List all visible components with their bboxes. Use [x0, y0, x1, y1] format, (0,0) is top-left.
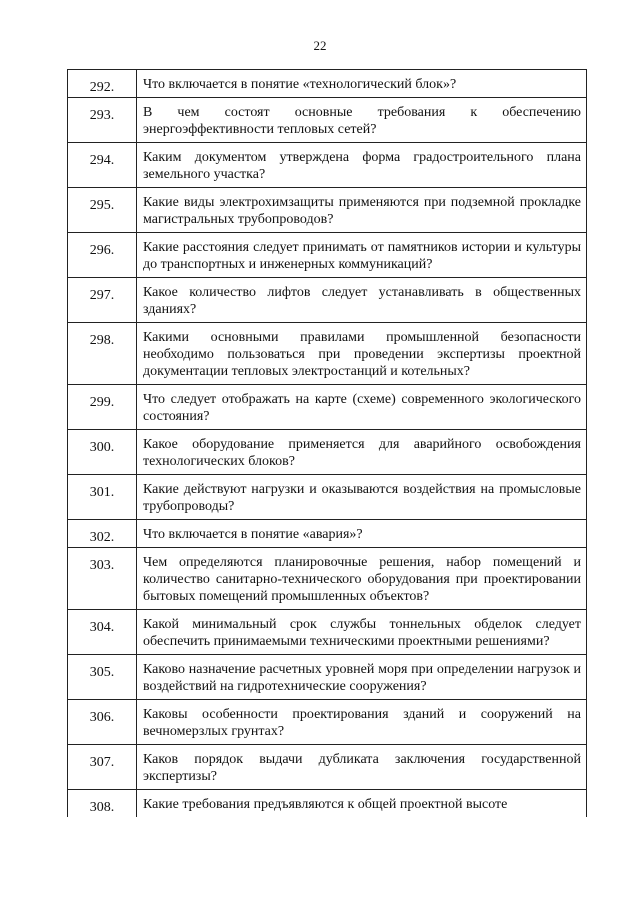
- question-text: Какие виды электрохимзащиты применяются при подземной прокладке магистральных трубопроводов?: [137, 188, 587, 233]
- question-number: 308.: [68, 790, 137, 818]
- question-number: 296.: [68, 233, 137, 278]
- question-number: 302.: [68, 520, 137, 548]
- question-row: [68, 188, 587, 233]
- question-text: Какие требования предъявляются к общей проектной высоте: [137, 790, 587, 818]
- question-text: В чем состоят основные требования к обеспечению энергоэффективности тепловых сетей?: [137, 98, 587, 143]
- question-text: Какими основными правилами промышленной безопасности необходимо пользоваться при проведении экспертизы проектной документации тепловых электростанций и котельных?: [137, 323, 587, 385]
- question-number: 303.: [68, 548, 137, 610]
- question-row: [68, 385, 587, 430]
- question-row: [68, 790, 587, 818]
- question-row: [68, 610, 587, 655]
- question-row: [68, 70, 587, 98]
- question-number: 297.: [68, 278, 137, 323]
- question-number: 293.: [68, 98, 137, 143]
- question-row: [68, 655, 587, 700]
- question-row: [68, 475, 587, 520]
- question-number: 305.: [68, 655, 137, 700]
- question-text: Каково назначение расчетных уровней моря при определении нагрузок и воздействий на гидротехнические сооружения?: [137, 655, 587, 700]
- question-number: 301.: [68, 475, 137, 520]
- question-number: 292.: [68, 70, 137, 98]
- question-number: 307.: [68, 745, 137, 790]
- question-row: [68, 520, 587, 548]
- question-row: [68, 98, 587, 143]
- question-row: [68, 430, 587, 475]
- question-row: [68, 278, 587, 323]
- question-text: Каков порядок выдачи дубликата заключения государственной экспертизы?: [137, 745, 587, 790]
- questions-table: [67, 69, 587, 817]
- question-text: Какой минимальный срок службы тоннельных обделок следует обеспечить принимаемыми техническими проектными решениями?: [137, 610, 587, 655]
- question-row: [68, 233, 587, 278]
- question-text: Что включается в понятие «технологический блок»?: [137, 70, 587, 98]
- question-text: Каковы особенности проектирования зданий и сооружений на вечномерзлых грунтах?: [137, 700, 587, 745]
- question-row: [68, 548, 587, 610]
- question-text: Какие расстояния следует принимать от памятников истории и культуры до транспортных и инженерных коммуникаций?: [137, 233, 587, 278]
- question-text: Каким документом утверждена форма градостроительного плана земельного участка?: [137, 143, 587, 188]
- question-number: 295.: [68, 188, 137, 233]
- question-number: 294.: [68, 143, 137, 188]
- question-number: 304.: [68, 610, 137, 655]
- question-text: Чем определяются планировочные решения, набор помещений и количество санитарно-технического оборудования при проектировании бытовых помещений промышленных объектов?: [137, 548, 587, 610]
- question-row: [68, 323, 587, 385]
- question-number: 299.: [68, 385, 137, 430]
- question-text: Что следует отображать на карте (схеме) современного экологического состояния?: [137, 385, 587, 430]
- questions-table-body: [68, 70, 587, 818]
- question-row: [68, 143, 587, 188]
- question-text: Какое оборудование применяется для аварийного освобождения технологических блоков?: [137, 430, 587, 475]
- question-row: [68, 700, 587, 745]
- question-text: Что включается в понятие «авария»?: [137, 520, 587, 548]
- page-number: 22: [313, 38, 327, 53]
- question-text: Какое количество лифтов следует устанавливать в общественных зданиях?: [137, 278, 587, 323]
- question-number: 306.: [68, 700, 137, 745]
- question-number: 298.: [68, 323, 137, 385]
- question-text: Какие действуют нагрузки и оказываются воздействия на промысловые трубопроводы?: [137, 475, 587, 520]
- question-row: [68, 745, 587, 790]
- question-number: 300.: [68, 430, 137, 475]
